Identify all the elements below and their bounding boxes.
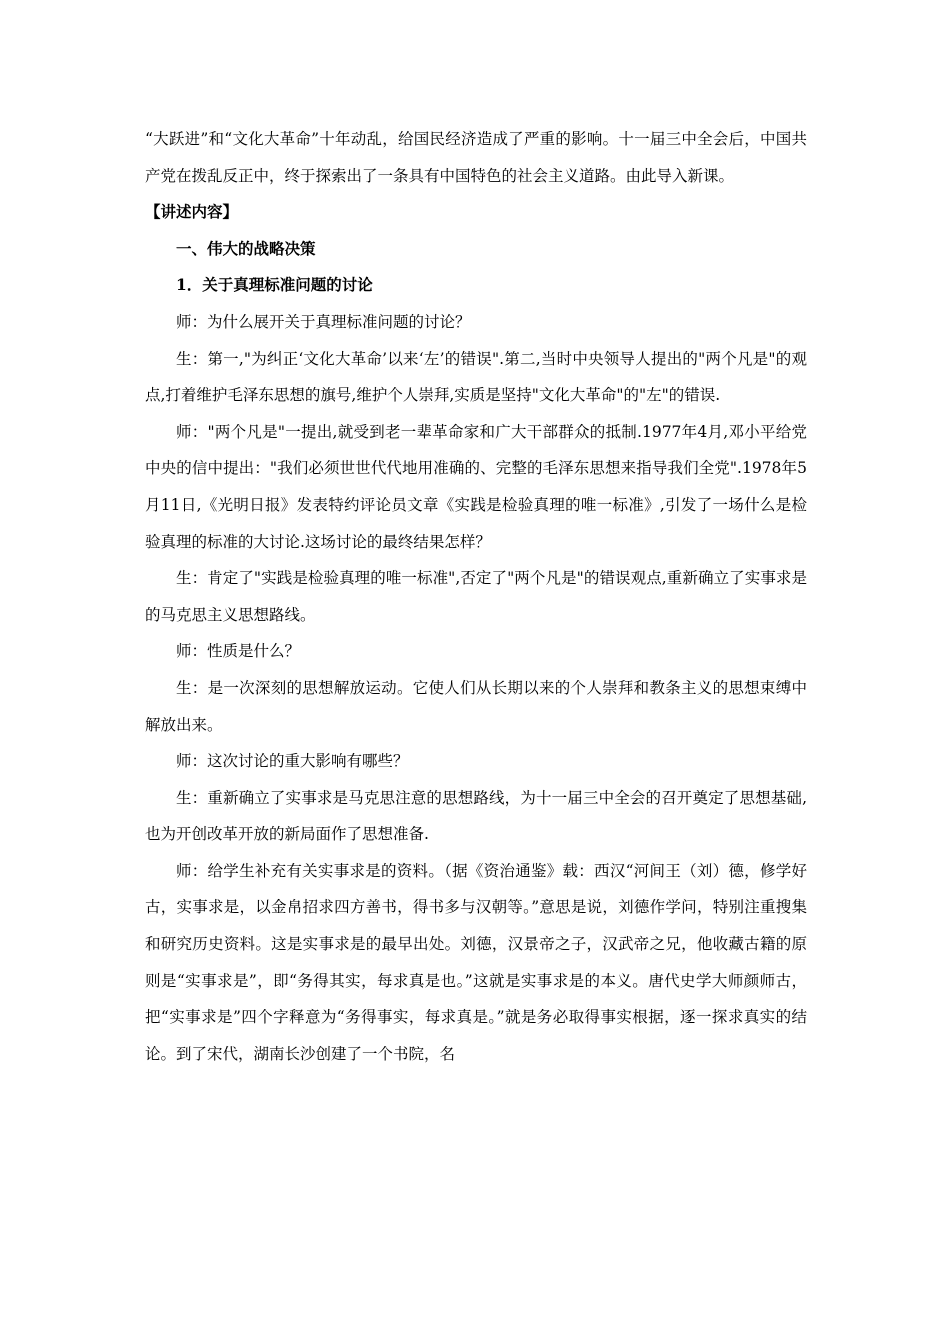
dialogue-paragraph: 师：为什么展开关于真理标准问题的讨论？: [176, 312, 471, 331]
dialogue-paragraph: 师：给学生补充有关实事求是的资料。（据《资治通鉴》载：西汉“河间王（刘）德，修学好古，实事求是，以金帛招求四方善书，得书多与汉朝等。”意思是说，刘德作学问，特别注重搜集和研究历史资料。这是实事求是的最早出处。刘德，汉景帝之子，汉武帝之兄，他收藏古籍的原则是“实事求是”，即“务得其实，每求真是也。”这就是实事求是的本义。唐代史学大师颜师古，把“实事求是”四个字释意为“务得事实，每求真是。”就是务必取得事实根据，逐一探求真实的结论。到了宋代，湖南长沙创建了一个书院，名: [145, 861, 807, 1063]
intro-paragraph: “大跃进”和“文化大革命”十年动乱，给国民经济造成了严重的影响。十一届三中全会后，中国共产党在拨乱反正中，终于探索出了一条具有中国特色的社会主义道路。由此导入新课。: [145, 130, 807, 185]
dialogue-paragraph: 生：第一,"为纠正‘文化大革命’以来‘左’的错误".第二,当时中央领导人提出的"两个凡是"的观点,打着维护毛泽东思想的旗号,维护个人崇拜,实质是坚持"文化大革命"的"左"的错误.: [145, 349, 807, 405]
document-body: [145, 121, 807, 1072]
section-label: 【讲述内容】: [145, 202, 239, 222]
dialogue-paragraph: 师：性质是什么？: [176, 642, 301, 661]
dialogue-paragraph: 生：肯定了"实践是检验真理的唯一标准",否定了"两个凡是"的错误观点,重新确立了实事求是的马克思主义思想路线。: [145, 569, 807, 624]
heading-strategic-decision: 一、伟大的战略决策: [176, 238, 316, 258]
dialogue-paragraph: 师："两个凡是"一提出,就受到老一辈革命家和广大干部群众的抵制.1977年4月,邓小平给党中央的信中提出："我们必须世世代代地用准确的、完整的毛泽东思想来指导我们全党".1978年5月11日,《光明日报》发表特约评论员文章《实践是检验真理的唯一标准》,引发了一场什么是检验真理的标准的大讨论.这场讨论的最终结果怎样？: [145, 422, 807, 551]
subheading-truth-standard-discussion: 1．关于真理标准问题的讨论: [176, 275, 373, 295]
dialogue-paragraph: 生：是一次深刻的思想解放运动。它使人们从长期以来的个人崇拜和教条主义的思想束缚中解放出来。: [145, 678, 807, 734]
dialogue-paragraph: 生：重新确立了实事求是马克思注意的思想路线，为十一届三中全会的召开奠定了思想基础,也为开创改革开放的新局面作了思想准备.: [145, 788, 807, 844]
dialogue-paragraph: 师：这次讨论的重大影响有哪些？: [176, 752, 409, 771]
